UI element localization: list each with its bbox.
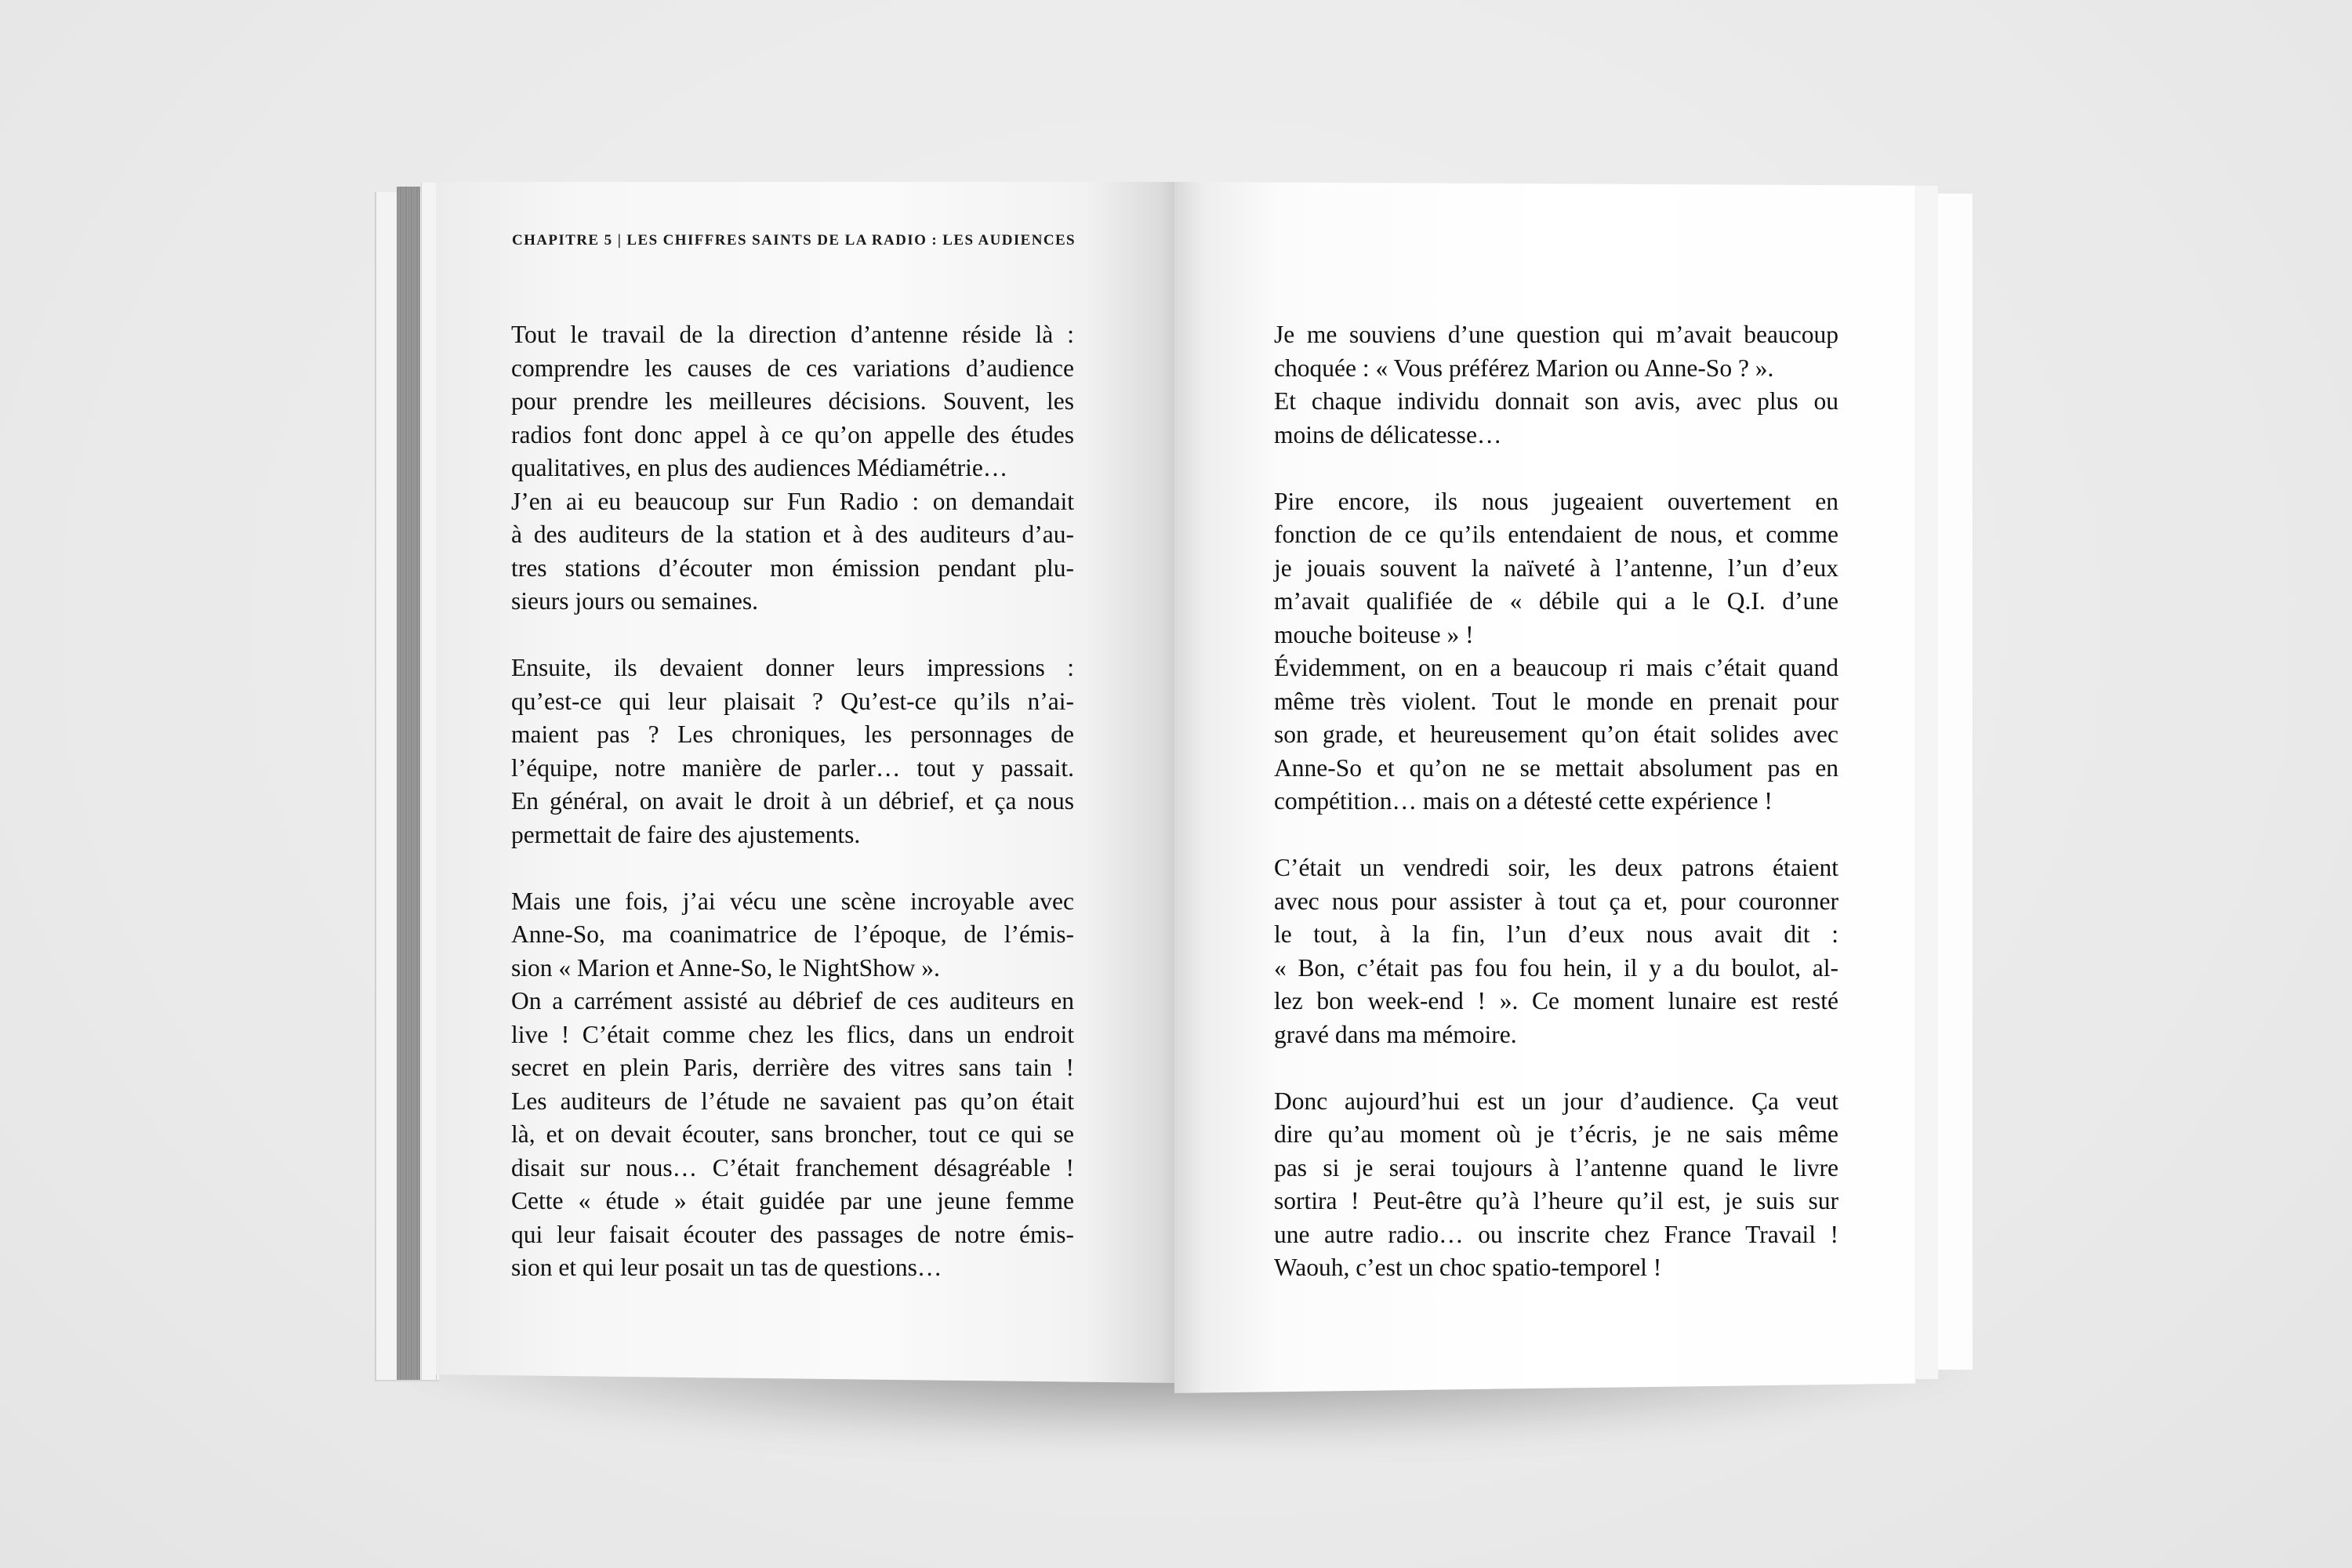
text-line: Waouh, c’est un choc spatio-temporel ! (1274, 1254, 1662, 1281)
text-line: On a carrément assisté au débrief de ces auditeurs en (511, 987, 1074, 1014)
text-line: choquée : « Vous préférez Marion ou Anne-So ? ». (1274, 354, 1774, 382)
text-line: une autre radio… ou inscrite chez France Travail ! (1274, 1220, 1838, 1248)
text-line: gravé dans ma mémoire. (1274, 1020, 1517, 1048)
text-line: Cette « étude » était guidée par une jeune femme (511, 1187, 1074, 1214)
text-line: C’était un vendredi soir, les deux patrons étaient (1274, 854, 1838, 881)
text-line: avec nous pour assister à tout ça et, pour couronner (1274, 887, 1838, 915)
paragraph (511, 318, 1074, 619)
text-line: radios font donc appel à ce qu’on appelle des études (511, 420, 1074, 448)
left-page-text (511, 318, 1074, 1318)
text-line: tres stations d’écouter mon émission pendant plu- (511, 554, 1074, 582)
paragraph (1274, 851, 1838, 1051)
text-line: lez bon week-end ! ». Ce moment lunaire est resté (1274, 987, 1838, 1014)
text-line: disait sur nous… C’était franchement désagréable ! (511, 1153, 1074, 1181)
text-line: Donc aujourd’hui est un jour d’audience. Ça veut (1274, 1087, 1838, 1115)
text-line: son grade, et heureusement qu’on était solides avec (1274, 720, 1838, 748)
text-line: Je me souviens d’une question qui m’avait beaucoup (1274, 321, 1838, 348)
text-line: live ! C’était comme chez les flics, dans un endroit (511, 1020, 1074, 1048)
running-head: CHAPITRE 5 | LES CHIFFRES SAINTS DE LA RADIO : LES AUDIENCES (512, 232, 1076, 249)
text-line: m’avait qualifiée de « débile qui a le Q.I. d’une (1274, 587, 1838, 615)
text-line: secret en plein Paris, derrière des vitres sans tain ! (511, 1054, 1074, 1081)
text-line: maient pas ? Les chroniques, les personnages de (511, 720, 1074, 748)
text-line: là, et on devait écouter, sans broncher, tout ce qui se (511, 1120, 1074, 1148)
text-line: mouche boiteuse » ! (1274, 620, 1474, 648)
text-line: Pire encore, ils nous jugeaient ouvertement en (1274, 487, 1838, 515)
text-line: sion « Marion et Anne-So, le NightShow ». (511, 953, 940, 982)
text-line: qualitatives, en plus des audiences Médiamétrie… (511, 454, 1008, 481)
text-line: sion et qui leur posait un tas de questions… (511, 1254, 942, 1281)
text-line: pas si je serai toujours à l’antenne quand le livre (1274, 1153, 1838, 1181)
text-line: pour prendre les meilleures décisions. Souvent, les (511, 387, 1074, 415)
text-line: Évidemment, on en a beaucoup ri mais c’était quand (1274, 654, 1838, 681)
right-page-text (1274, 318, 1838, 1318)
text-line: moins de délicatesse… (1274, 420, 1502, 448)
right-page-stack-inner (1915, 186, 1939, 1379)
text-line: compétition… mais on a détesté cette expérience ! (1274, 787, 1773, 815)
text-line: Mais une fois, j’ai vécu une scène incroyable avec (511, 887, 1074, 915)
text-line: J’en ai eu beaucoup sur Fun Radio : on demandait (511, 487, 1074, 515)
text-line: « Bon, c’était pas fou fou hein, il y a du boulot, al- (1274, 953, 1838, 982)
text-line: qui leur faisait écouter des passages de notre émis- (511, 1220, 1074, 1248)
text-line: l’équipe, notre manière de parler… tout y passait. (511, 753, 1074, 782)
text-line: le tout, à la fin, l’un d’eux nous avait dit : (1274, 920, 1838, 948)
left-page-inner-edge (421, 183, 437, 1380)
text-line: qu’est-ce qui leur plaisait ? Qu’est-ce qu’ils n’ai- (511, 687, 1074, 715)
text-line: je jouais souvent la naïveté à l’antenne, l’un d’eux (1274, 554, 1838, 582)
text-line: Ensuite, ils devaient donner leurs impressions : (511, 654, 1074, 681)
paragraph (1274, 1085, 1838, 1285)
text-line: permettait de faire des ajustements. (511, 820, 861, 848)
text-line: Et chaque individu donnait son avis, avec plus ou (1274, 387, 1838, 415)
text-line: même très violent. Tout le monde en prenait pour (1274, 687, 1838, 715)
text-line: Anne-So, ma coanimatrice de l’époque, de l’émis- (511, 920, 1074, 948)
right-page-stack-outer (1938, 194, 1973, 1370)
paragraph (511, 652, 1074, 851)
text-line: comprendre les causes de ces variations d’audience (511, 354, 1074, 382)
text-line: sortira ! Peut-être qu’à l’heure qu’il est, je suis sur (1274, 1187, 1838, 1214)
paragraph (511, 885, 1074, 1285)
text-line: Les auditeurs de l’étude ne savaient pas qu’on était (511, 1087, 1074, 1115)
left-page-edges (397, 187, 420, 1380)
text-line: Anne-So et qu’on ne se mettait absolument pas en (1274, 753, 1838, 782)
paragraph (1274, 318, 1838, 452)
text-line: fonction de ce qu’ils entendaient de nous, et comme (1274, 521, 1838, 548)
text-line: Tout le travail de la direction d’antenne réside là : (511, 321, 1074, 348)
text-line: sieurs jours ou semaines. (511, 587, 758, 615)
text-line: dire qu’au moment où je t’écris, je ne sais même (1274, 1120, 1838, 1148)
text-line: à des auditeurs de la station et à des auditeurs d’au- (511, 521, 1074, 548)
text-line: En général, on avait le droit à un débrief, et ça nous (511, 787, 1074, 815)
paragraph (1274, 485, 1838, 818)
